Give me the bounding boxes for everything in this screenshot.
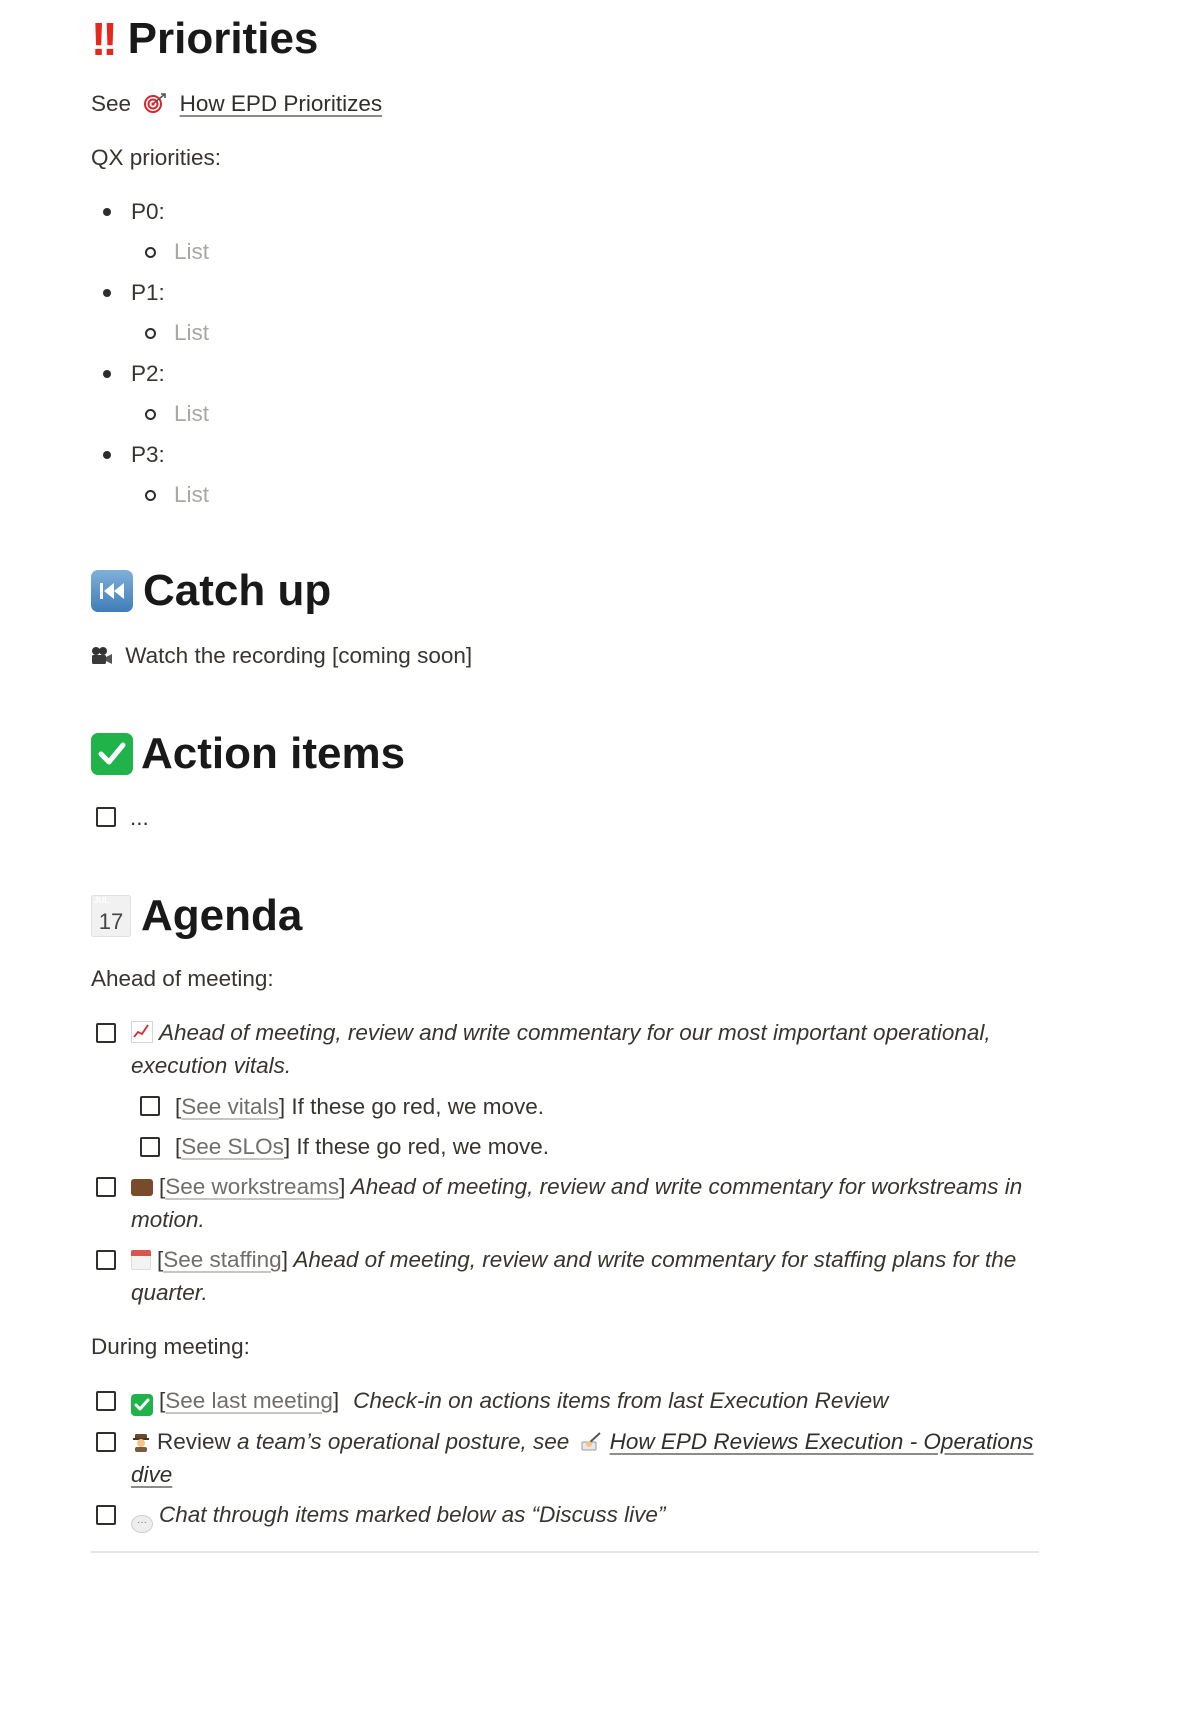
double-exclamation-icon: !! bbox=[91, 13, 114, 65]
bullet-dot bbox=[103, 451, 111, 459]
agenda-checkbox-last-meeting[interactable] bbox=[96, 1391, 116, 1411]
ahead-item-vitals-text: Ahead of meeting, review and write commentary for our most important operational, bbox=[159, 1020, 991, 1045]
priority-p0-label: P0: bbox=[131, 199, 165, 224]
detective-icon bbox=[131, 1430, 151, 1450]
staffing-line1: [See staffing] Ahead of meeting, review and write commentary for staffing plans for the bbox=[131, 1245, 1016, 1275]
action-items-heading bbox=[91, 729, 405, 779]
speech-balloon-icon: ··· bbox=[131, 1515, 153, 1533]
operational-review-line2 bbox=[131, 1460, 172, 1490]
staffing-text: Ahead of meeting, review and write commentary for staffing plans for the bbox=[287, 1247, 1017, 1272]
priority-p2-label: P2: bbox=[131, 361, 165, 386]
workstreams-line2: motion. bbox=[131, 1207, 205, 1232]
recording-line bbox=[91, 641, 472, 674]
target-arrow-icon bbox=[143, 92, 167, 122]
check-mark-button-icon bbox=[131, 1394, 153, 1416]
priority-p2-list-placeholder[interactable]: List bbox=[174, 401, 210, 426]
calendar-icon bbox=[91, 895, 131, 937]
see-slos-link[interactable]: See SLOs bbox=[181, 1134, 284, 1159]
action-items-title: Action items bbox=[141, 729, 406, 778]
qx-priorities-label: QX priorities: bbox=[91, 145, 222, 170]
ahead-item-vitals-line1[interactable] bbox=[131, 1018, 991, 1048]
agenda-checkbox-see-vitals[interactable] bbox=[140, 1096, 160, 1116]
chart-increasing-icon bbox=[131, 1021, 153, 1043]
bullet-dot bbox=[103, 370, 111, 378]
sub-bullet-circle bbox=[145, 328, 156, 339]
ahead-item-vitals-line2: execution vitals. bbox=[131, 1053, 292, 1078]
last-meeting-text: Check-in on actions items from last Execution Review bbox=[353, 1388, 889, 1413]
agenda-checkbox-workstreams[interactable] bbox=[96, 1177, 116, 1197]
discuss-live-line bbox=[131, 1500, 665, 1533]
see-vitals-line: [See vitals] If these go red, we move. bbox=[175, 1094, 544, 1119]
bullet-dot bbox=[103, 208, 111, 216]
catchup-heading bbox=[91, 566, 331, 616]
calendar-month: JUL bbox=[94, 896, 110, 905]
ahead-of-meeting-label: Ahead of meeting: bbox=[91, 966, 274, 991]
see-slos-text: If these go red, we move. bbox=[290, 1134, 549, 1159]
agenda-heading bbox=[91, 891, 302, 941]
agenda-checkbox-vitals-review[interactable] bbox=[96, 1023, 116, 1043]
action-item-text[interactable]: ... bbox=[130, 805, 149, 830]
priority-p3-label: P3: bbox=[131, 442, 165, 467]
priority-p0-list-placeholder[interactable]: List bbox=[174, 239, 210, 264]
rewind-icon bbox=[91, 570, 133, 612]
review-word: Review bbox=[157, 1429, 231, 1454]
spiral-calendar-icon bbox=[131, 1250, 151, 1270]
how-epd-prioritizes-link[interactable]: How EPD Prioritizes bbox=[179, 91, 383, 116]
operational-review-line1 bbox=[131, 1427, 1034, 1460]
discuss-live-text: Chat through items marked below as “Discuss live” bbox=[159, 1502, 666, 1527]
workstreams-text: Ahead of meeting, review and write commentary for workstreams in bbox=[345, 1174, 1023, 1199]
see-staffing-link[interactable]: See staffing bbox=[163, 1247, 282, 1272]
how-epd-reviews-execution-link-cont[interactable]: dive bbox=[131, 1462, 173, 1487]
see-vitals-text: If these go red, we move. bbox=[285, 1094, 544, 1119]
calendar-day: 17 bbox=[98, 909, 124, 934]
review-text: a team’s operational posture, see bbox=[230, 1429, 576, 1454]
sub-bullet-circle bbox=[145, 409, 156, 420]
agenda-checkbox-discuss-live[interactable] bbox=[96, 1505, 116, 1525]
recording-text: Watch the recording [coming soon] bbox=[125, 643, 473, 668]
action-item-checkbox[interactable] bbox=[96, 807, 116, 827]
priority-p3-list-placeholder[interactable]: List bbox=[174, 482, 210, 507]
movie-camera-icon bbox=[91, 644, 113, 674]
during-meeting-label: During meeting: bbox=[91, 1334, 250, 1359]
staffing-line2: quarter. bbox=[131, 1280, 208, 1305]
agenda-checkbox-operational-review[interactable] bbox=[96, 1432, 116, 1452]
sub-bullet-circle bbox=[145, 247, 156, 258]
workstreams-line1: [See workstreams] Ahead of meeting, review and write commentary for workstreams in bbox=[131, 1172, 1022, 1202]
bullet-dot bbox=[103, 289, 111, 297]
writing-hand-icon bbox=[580, 1430, 602, 1460]
agenda-title: Agenda bbox=[141, 891, 303, 940]
sub-bullet-circle bbox=[145, 490, 156, 501]
briefcase-icon bbox=[131, 1179, 153, 1196]
see-vitals-link[interactable]: See vitals bbox=[181, 1094, 279, 1119]
priorities-title: Priorities bbox=[127, 14, 319, 63]
how-epd-reviews-execution-link[interactable]: How EPD Reviews Execution - Operations bbox=[609, 1429, 1034, 1454]
divider bbox=[91, 1551, 1039, 1553]
see-last-meeting-link[interactable]: See last meeting bbox=[165, 1388, 333, 1413]
see-workstreams-link[interactable]: See workstreams bbox=[165, 1174, 340, 1199]
last-meeting-line: [See last meeting] Check-in on actions items from last Execution Review bbox=[131, 1386, 888, 1416]
agenda-checkbox-staffing[interactable] bbox=[96, 1250, 116, 1270]
see-prioritizes-line bbox=[91, 89, 382, 122]
priority-p1-list-placeholder[interactable]: List bbox=[174, 320, 210, 345]
see-slos-line: [See SLOs] If these go red, we move. bbox=[175, 1134, 549, 1159]
catchup-title: Catch up bbox=[143, 566, 332, 615]
agenda-checkbox-see-slos[interactable] bbox=[140, 1137, 160, 1157]
priorities-heading bbox=[91, 14, 318, 64]
priority-p1-label: P1: bbox=[131, 280, 165, 305]
see-prefix: See bbox=[91, 91, 132, 116]
check-mark-button-icon bbox=[91, 733, 133, 775]
